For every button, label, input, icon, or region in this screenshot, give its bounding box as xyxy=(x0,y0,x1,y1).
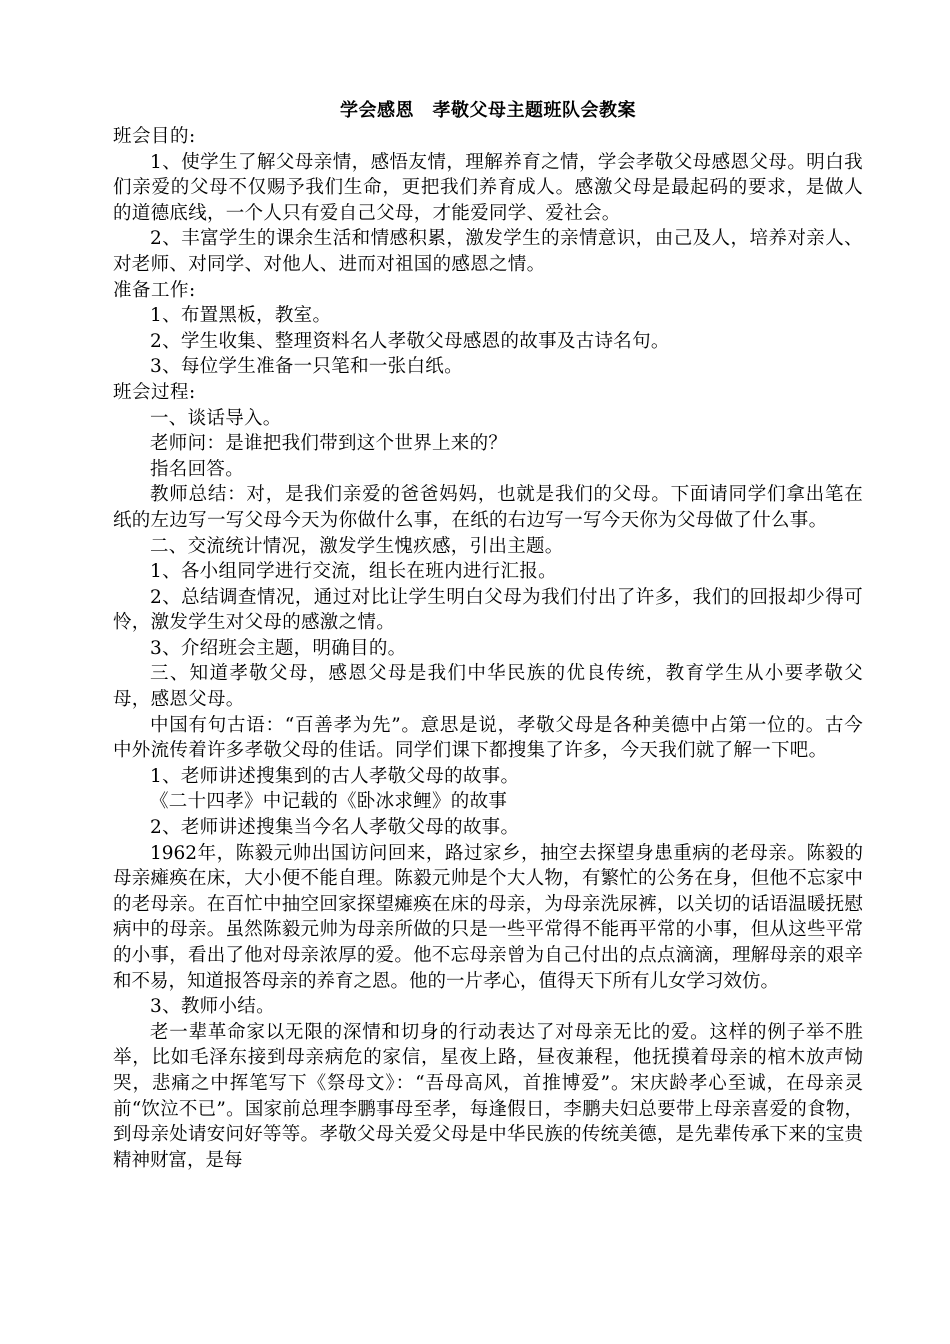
paragraph: 2、丰富学生的课余生活和情感积累，激发学生的亲情意识，由己及人，培养对亲人、对老师、对同学、对他人、进而对祖国的感恩之情。 xyxy=(113,228,863,275)
paragraph: 老一辈革命家以无限的深情和切身的行动表达了对母亲无比的爱。这样的例子举不胜举，比如毛泽东接到母亲病危的家信，星夜上路，昼夜兼程，他抚摸着母亲的棺木放声恸哭，悲痛之中挥笔写下《祭母文》：“吾母高风，首推博爱”。宋庆龄孝心至诚，在母亲灵前“饮泣不已”。国家前总理李鹏事母至孝，每逢假日，李鹏夫妇总要带上母亲喜爱的食物，到母亲处请安问好等等。孝敬父母关爱父母是中华民族的传统美德，是先辈传承下来的宝贵精神财富，是每 xyxy=(113,1021,863,1171)
paragraph: 中国有句古语：“百善孝为先”。意思是说，孝敬父母是各种美德中占第一位的。古今中外流传着许多孝敬父母的佳话。同学们课下都搜集了许多，今天我们就了解一下吧。 xyxy=(113,714,863,762)
document-page xyxy=(113,98,863,1173)
paragraph: 1962年，陈毅元帅出国访问回来，路过家乡，抽空去探望身患重病的老母亲。陈毅的母亲瘫痪在床，大小便不能自理。陈毅元帅是个大人物，有繁忙的公务在身，但他不忘家中的老母亲。在百忙中抽空回家探望瘫痪在床的母亲，为母亲洗尿裤，以关切的话语温暖抚慰病中的母亲。虽然陈毅元帅为母亲所做的只是一些平常得不能再平常的小事，但从这些平常的小事，看出了他对母亲浓厚的爱。他不忘母亲曾为自己付出的点点滴滴，理解母亲的艰辛和不易，知道报答母亲的养育之恩。他的一片孝心，值得天下所有儿女学习效仿。 xyxy=(113,842,863,992)
paragraph: 3、每位学生准备一只笔和一张白纸。 xyxy=(150,356,463,378)
paragraph: 二、交流统计情况，激发学生愧疚感，引出主题。 xyxy=(150,535,564,557)
paragraph: 1、布置黑板，教室。 xyxy=(150,305,332,327)
paragraph: 3、介绍班会主题，明确目的。 xyxy=(150,637,407,659)
paragraph: 2、总结调查情况，通过对比让学生明白父母为我们付出了许多，我们的回报却少得可怜，激发学生对父母的感激之情。 xyxy=(113,586,863,634)
paragraph: 2、学生收集、整理资料名人孝敬父母感恩的故事及古诗名句。 xyxy=(150,330,670,352)
paragraph: 《二十四孝》中记载的《卧冰求鲤》的故事 xyxy=(150,791,508,813)
paragraph: 1、老师讲述搜集到的古人孝敬父母的故事。 xyxy=(150,765,520,787)
section-process xyxy=(113,380,863,1173)
section-purpose xyxy=(113,124,863,278)
paragraph: 1、使学生了解父母亲情，感悟友情，理解养育之情，学会孝敬父母感恩父母。明白我们亲爱的父母不仅赐予我们生命，更把我们养育成人。感激父母是最起码的要求，是做人的道德底线，一个人只有爱自己父母，才能爱同学、爱社会。 xyxy=(113,151,863,224)
paragraph: 一、谈话导入。 xyxy=(150,407,282,429)
section-heading-preparation: 准备工作: xyxy=(113,279,196,301)
paragraph: 1、各小组同学进行交流，组长在班内进行汇报。 xyxy=(150,561,557,583)
paragraph: 指名回答。 xyxy=(150,458,245,480)
section-heading-purpose: 班会目的: xyxy=(113,126,196,147)
paragraph: 2、老师讲述搜集当今名人孝敬父母的故事。 xyxy=(150,817,520,839)
paragraph: 教师总结：对，是我们亲爱的爸爸妈妈，也就是我们的父母。下面请同学们拿出笔在纸的左边写一写父母今天为你做什么事，在纸的右边写一写今天你为父母做了什么事。 xyxy=(113,484,863,531)
section-heading-process: 班会过程: xyxy=(113,381,196,403)
document-title: 学会感恩 孝敬父母主题班队会教案 xyxy=(340,100,636,121)
paragraph: 3、教师小结。 xyxy=(150,996,275,1018)
paragraph: 老师问：是谁把我们带到这个世界上来的？ xyxy=(150,433,508,455)
section-preparation xyxy=(113,278,863,380)
paragraph: 三、知道孝敬父母，感恩父母是我们中华民族的优良传统，教育学生从小要孝敬父母，感恩父母。 xyxy=(113,663,863,711)
